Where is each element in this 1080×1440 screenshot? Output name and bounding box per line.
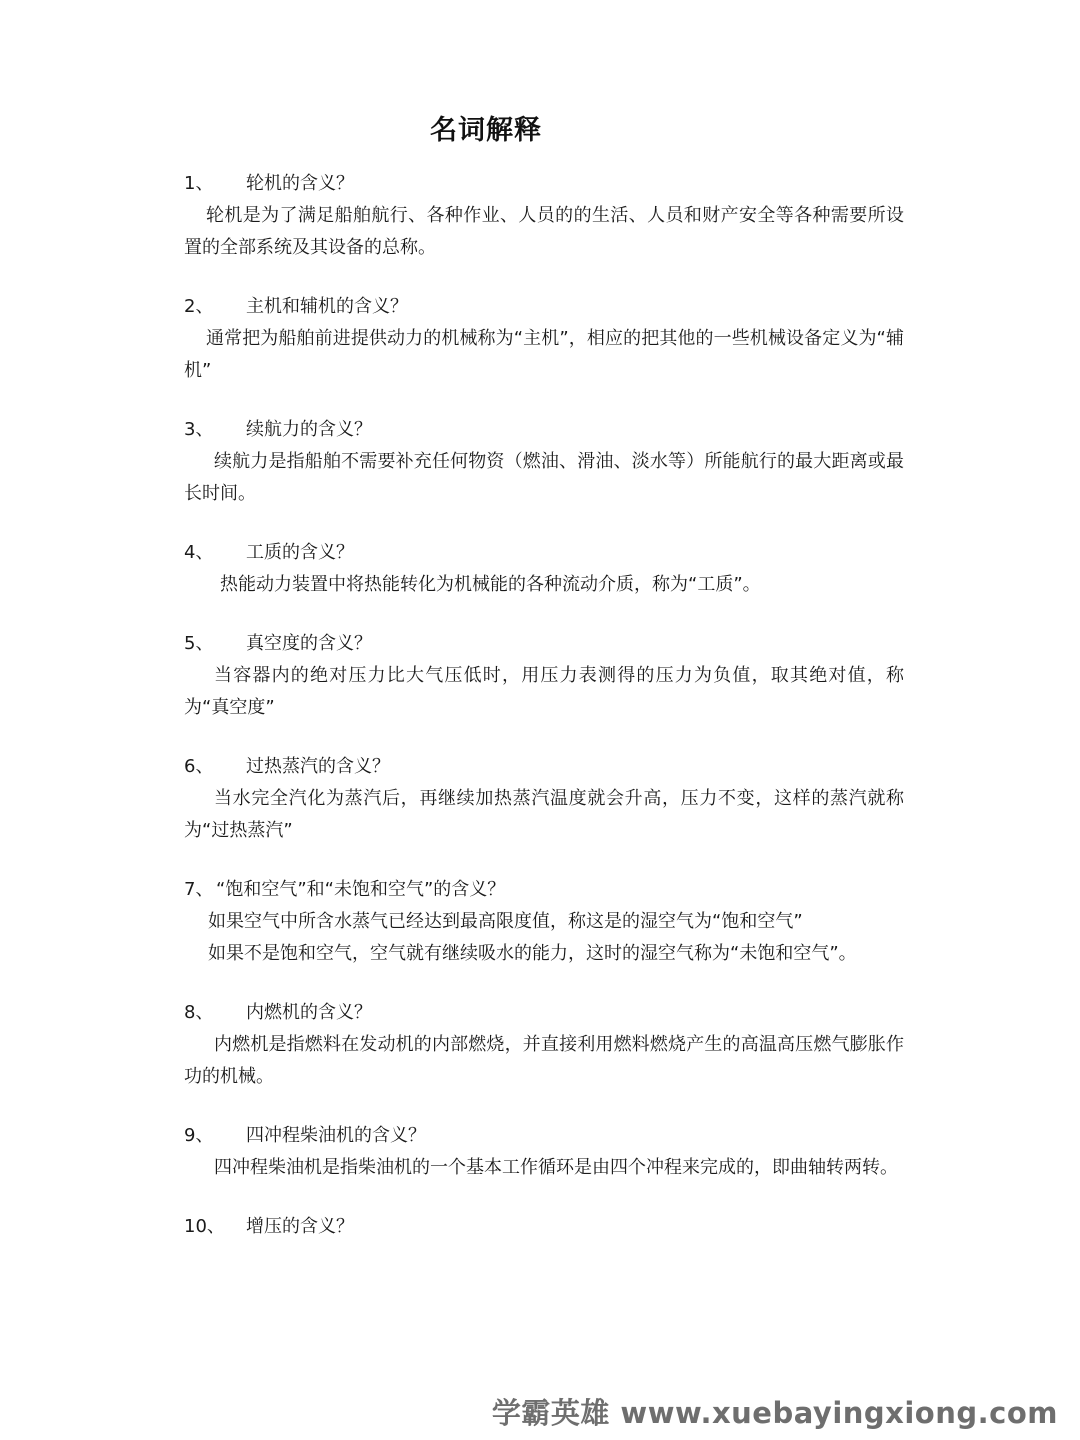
entry-question-line xyxy=(184,751,904,783)
glossary-entry xyxy=(184,1211,904,1243)
entry-number: 3、 xyxy=(184,419,214,440)
entry-question: 过热蒸汽的含义？ xyxy=(246,756,390,777)
entry-question-line xyxy=(184,874,904,906)
entry-question: 主机和辅机的含义？ xyxy=(246,296,408,317)
entry-question: 内燃机的含义？ xyxy=(246,1002,372,1023)
glossary-entry xyxy=(184,168,904,264)
glossary-entry xyxy=(184,628,904,724)
entry-question: 真空度的含义？ xyxy=(246,633,372,654)
entry-answer: 轮机是为了满足船舶航行、各种作业、人员的的生活、人员和财产安全等各种需要所设置的全部系统及其设备的总称。 xyxy=(184,205,904,258)
entry-answer: 如果空气中所含水蒸气已经达到最高限度值，称这是的湿空气为“饱和空气” xyxy=(208,911,803,932)
entry-answer: 当容器内的绝对压力比大气压低时，用压力表测得的压力为负值，取其绝对值，称为“真空度” xyxy=(184,665,904,718)
entry-number: 7、 xyxy=(184,879,214,900)
entry-question: “饱和空气”和“未饱和空气”的含义？ xyxy=(216,879,506,900)
glossary-entry xyxy=(184,537,904,601)
entry-answer: 四冲程柴油机是指柴油机的一个基本工作循环是由四个冲程来完成的，即曲轴转两转。 xyxy=(214,1157,898,1178)
entry-answer: 内燃机是指燃料在发动机的内部燃烧，并直接利用燃料燃烧产生的高温高压燃气膨胀作功的机械。 xyxy=(184,1034,904,1087)
entry-question-line xyxy=(184,1211,904,1243)
entry-answer: 热能动力装置中将热能转化为机械能的各种流动介质，称为“工质”。 xyxy=(220,574,761,595)
entry-answer: 通常把为船舶前进提供动力的机械称为“主机”，相应的把其他的一些机械设备定义为“辅机” xyxy=(184,328,904,381)
site-watermark: 学霸英雄 www.xuebayingxiong.com xyxy=(491,1396,1058,1430)
entry-number: 10、 xyxy=(184,1216,225,1237)
entry-number: 2、 xyxy=(184,296,214,317)
entry-number: 1、 xyxy=(184,173,214,194)
glossary-entry xyxy=(184,751,904,847)
glossary-entry xyxy=(184,1120,904,1184)
entry-answer: 当水完全汽化为蒸汽后，再继续加热蒸汽温度就会升高，压力不变，这样的蒸汽就称为“过热蒸汽” xyxy=(184,788,904,841)
entry-question-line xyxy=(184,291,904,323)
entry-number: 5、 xyxy=(184,633,214,654)
entry-question: 续航力的含义？ xyxy=(246,419,372,440)
entry-question: 四冲程柴油机的含义？ xyxy=(246,1125,426,1146)
entry-number: 6、 xyxy=(184,756,214,777)
glossary-entry xyxy=(184,874,904,970)
entry-answer: 续航力是指船舶不需要补充任何物资（燃油、滑油、淡水等）所能航行的最大距离或最长时间。 xyxy=(184,451,904,504)
glossary-entry xyxy=(184,291,904,387)
entry-question-line xyxy=(184,1120,904,1152)
glossary-entry xyxy=(184,997,904,1093)
entry-number: 8、 xyxy=(184,1002,214,1023)
entry-question-line xyxy=(184,997,904,1029)
entry-question-line xyxy=(184,414,904,446)
entry-number: 9、 xyxy=(184,1125,214,1146)
entry-question: 工质的含义？ xyxy=(246,542,354,563)
glossary-entry xyxy=(184,414,904,510)
entry-number: 4、 xyxy=(184,542,214,563)
page-title: 名词解释 xyxy=(430,115,542,146)
entry-question-line xyxy=(184,168,904,200)
entry-question: 增压的含义？ xyxy=(246,1216,354,1237)
glossary-list xyxy=(184,168,904,1270)
entry-question-line xyxy=(184,537,904,569)
entry-question-line xyxy=(184,628,904,660)
entry-question: 轮机的含义？ xyxy=(246,173,354,194)
entry-answer: 如果不是饱和空气，空气就有继续吸水的能力，这时的湿空气称为“未饱和空气”。 xyxy=(208,943,857,964)
